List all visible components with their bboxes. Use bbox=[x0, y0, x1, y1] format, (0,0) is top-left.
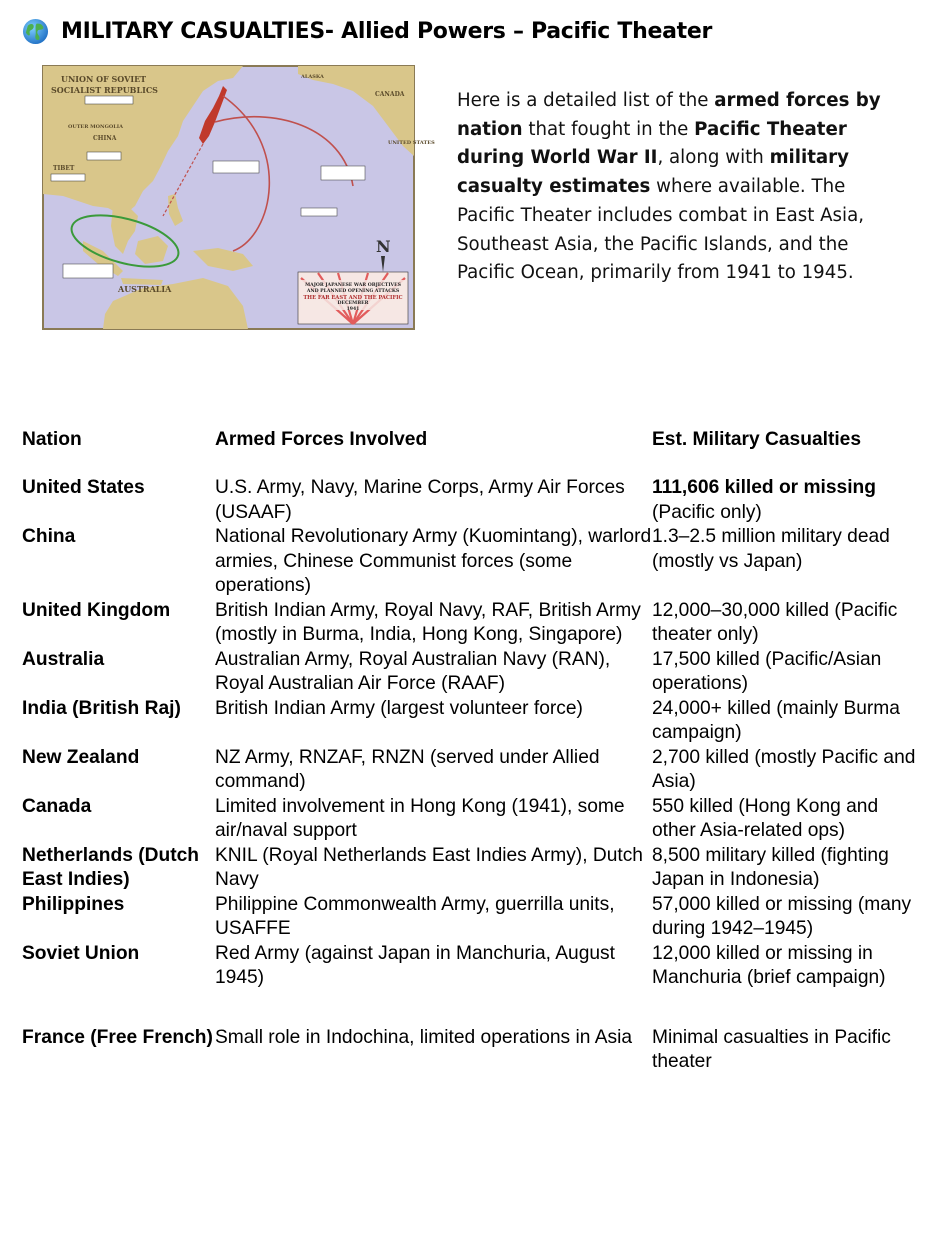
map-label-alaska: ALASKA bbox=[301, 74, 324, 80]
map-label-ussr: UNION OF SOVIET bbox=[61, 74, 147, 84]
header-casualties: Est. Military Casualties bbox=[652, 429, 862, 450]
table-row bbox=[22, 599, 922, 648]
casualties-cell bbox=[652, 746, 922, 795]
header-forces: Armed Forces Involved bbox=[215, 429, 428, 450]
nation-cell: United States bbox=[22, 477, 145, 498]
nation-cell: Canada bbox=[22, 795, 92, 817]
table-row bbox=[22, 1026, 922, 1075]
casualties-text: 57,000 killed or missing (many during 1942–1945) bbox=[652, 893, 912, 939]
table-row bbox=[22, 525, 922, 599]
nation-cell: France (Free French) bbox=[22, 1026, 213, 1048]
casualties-highlight: 111,606 killed or missing bbox=[652, 477, 876, 498]
casualties-cell bbox=[652, 476, 922, 525]
map-label-canada: CANADA bbox=[375, 91, 405, 98]
casualties-text: 8,500 military killed (fighting Japan in Indonesia) bbox=[652, 844, 889, 890]
forces-cell: NZ Army, RNZAF, RNZN (served under Allied command) bbox=[215, 746, 600, 792]
nation-cell: China bbox=[22, 526, 76, 547]
nation-cell: United Kingdom bbox=[22, 599, 171, 621]
map-caption-line: AND PLANNED OPENING ATTACKS bbox=[306, 289, 400, 294]
casualties-cell bbox=[652, 795, 922, 844]
forces-cell: Philippine Commonwealth Army, guerrilla units, USAFFE bbox=[215, 893, 615, 939]
header-nation: Nation bbox=[22, 429, 82, 450]
map-label-tibet: TIBET bbox=[53, 165, 75, 172]
casualties-cell bbox=[652, 893, 922, 942]
casualties-text: 12,000 killed or missing in Manchuria (brief campaign) bbox=[652, 942, 886, 988]
intro-text: , along with bbox=[657, 147, 770, 169]
casualties-text: (Pacific only) bbox=[652, 501, 762, 523]
map-label-ussr-2: SOCIALIST REPUBLICS bbox=[51, 85, 158, 95]
table-row bbox=[22, 746, 922, 795]
casualties-text: 17,500 killed (Pacific/Asian operations) bbox=[652, 648, 882, 694]
map-caption-line: DECEMBER bbox=[337, 301, 369, 306]
casualties-text: 12,000–30,000 killed (Pacific theater only) bbox=[652, 599, 898, 645]
intro-text: where available. The Pacific Theater includes combat in East Asia, Southeast Asia, the Pacific Islands, and the Pacific Ocean, primarily from 1941 to 1945. bbox=[457, 176, 865, 284]
table-row bbox=[22, 893, 922, 942]
pacific-map-image bbox=[43, 66, 435, 329]
map-caption-line: MAJOR JAPANESE WAR OBJECTIVES bbox=[305, 283, 401, 288]
table-row bbox=[22, 942, 922, 1026]
forces-cell: Red Army (against Japan in Manchuria, August 1945) bbox=[215, 942, 615, 988]
table-row bbox=[22, 697, 922, 746]
casualties-cell bbox=[652, 525, 922, 599]
table-row bbox=[22, 795, 922, 844]
page-title: MILITARY CASUALTIES- Allied Powers – Pacific Theater bbox=[61, 18, 713, 44]
map-caption-line: THE FAR EAST AND THE PACIFIC bbox=[303, 295, 403, 301]
intro-emphasis: military casualty estimates bbox=[457, 147, 850, 198]
table-header-row bbox=[22, 425, 922, 476]
forces-cell: Limited involvement in Hong Kong (1941), some air/naval support bbox=[215, 795, 625, 841]
intro-emphasis: Pacific Theater during World War II bbox=[457, 118, 847, 169]
nation-cell: India (British Raj) bbox=[22, 697, 181, 719]
map-label-us: UNITED STATES bbox=[388, 140, 435, 146]
forces-cell: British Indian Army, Royal Navy, RAF, British Army (mostly in Burma, India, Hong Kong, Singapore) bbox=[215, 599, 641, 645]
casualties-cell bbox=[652, 942, 922, 1026]
casualties-cell bbox=[652, 648, 922, 697]
casualties-text: 550 killed (Hong Kong and other Asia-related ops) bbox=[652, 795, 879, 841]
nation-cell: Australia bbox=[22, 648, 105, 670]
forces-cell: U.S. Army, Navy, Marine Corps, Army Air Forces (USAAF) bbox=[215, 477, 625, 523]
map-label-mongolia: OUTER MONGOLIA bbox=[68, 124, 123, 130]
table-row bbox=[22, 648, 922, 697]
intro-text: that fought in the bbox=[522, 118, 695, 140]
table-row bbox=[22, 476, 922, 525]
casualties-cell bbox=[652, 697, 922, 746]
map-caption-line: 1941 bbox=[346, 307, 360, 312]
casualties-cell bbox=[652, 599, 922, 648]
forces-cell: Small role in Indochina, limited operations in Asia bbox=[215, 1026, 633, 1048]
map-label-china: CHINA bbox=[93, 135, 117, 142]
casualties-cell bbox=[652, 844, 922, 893]
map-label-australia: AUSTRALIA bbox=[118, 284, 172, 294]
nation-cell: Philippines bbox=[22, 893, 125, 915]
casualties-text: 24,000+ killed (mainly Burma campaign) bbox=[652, 697, 900, 743]
forces-cell: Australian Army, Royal Australian Navy (RAN), Royal Australian Air Force (RAAF) bbox=[215, 648, 611, 694]
intro-emphasis: armed forces by nation bbox=[457, 90, 881, 140]
intro-paragraph bbox=[457, 87, 882, 288]
nation-cell: Netherlands (Dutch East Indies) bbox=[22, 844, 199, 890]
casualties-text: Minimal casualties in Pacific theater bbox=[652, 1026, 891, 1072]
forces-cell: National Revolutionary Army (Kuomintang), warlord armies, Chinese Communist forces (some operations) bbox=[215, 526, 652, 596]
forces-cell: KNIL (Royal Netherlands East Indies Army), Dutch Navy bbox=[215, 844, 643, 890]
intro-text: Here is a detailed list of the bbox=[457, 90, 715, 111]
casualties-cell bbox=[652, 1026, 922, 1075]
page-title-bar bbox=[22, 14, 712, 48]
casualties-text: 1.3–2.5 million military dead (mostly vs Japan) bbox=[652, 526, 890, 572]
casualties-text: 2,700 killed (mostly Pacific and Asia) bbox=[652, 746, 916, 792]
nation-cell: New Zealand bbox=[22, 746, 140, 768]
north-arrow-icon: N bbox=[376, 237, 391, 256]
table-row bbox=[22, 844, 922, 893]
forces-cell: British Indian Army (largest volunteer force) bbox=[215, 697, 583, 719]
nation-cell: Soviet Union bbox=[22, 942, 140, 964]
casualties-table bbox=[22, 425, 922, 1075]
globe-icon bbox=[22, 18, 49, 45]
